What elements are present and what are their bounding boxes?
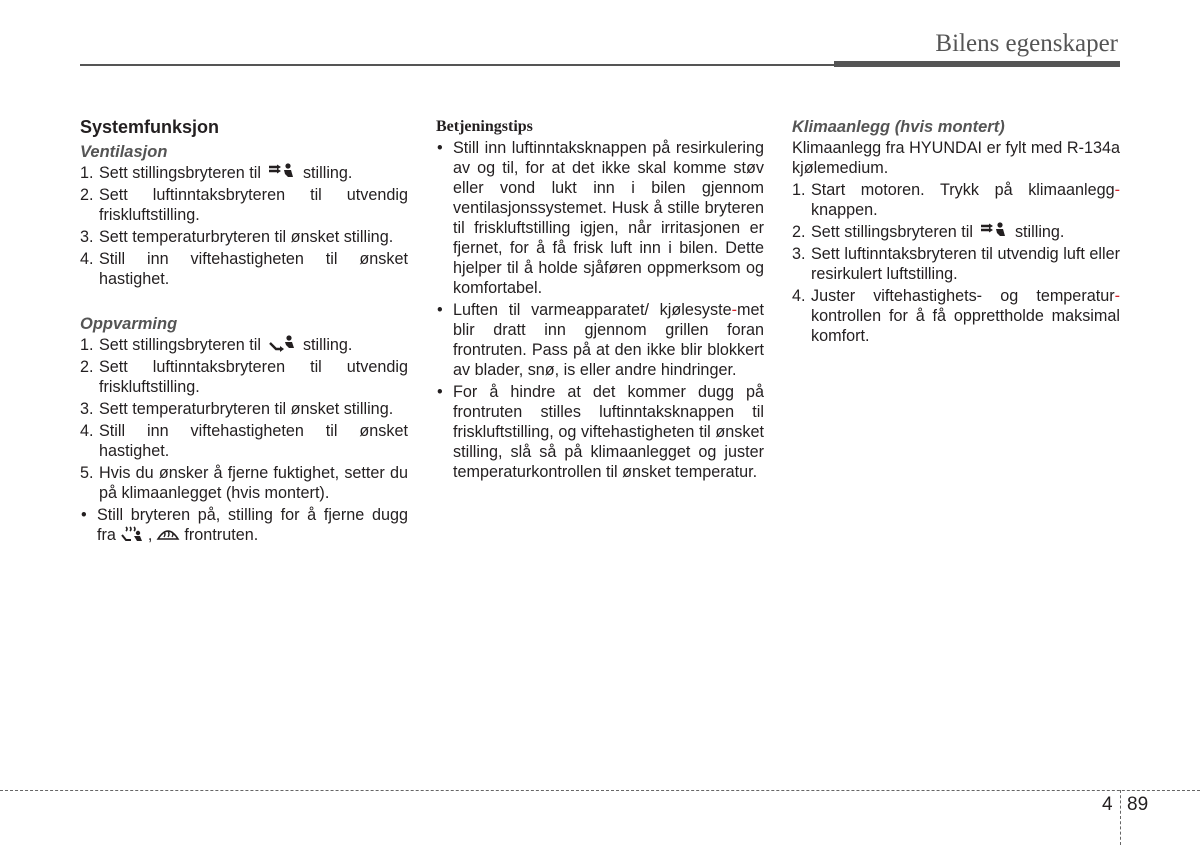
subheading-ventilation: Ventilasjon <box>80 143 168 161</box>
page-header-title: Bilens egenskaper <box>935 30 1118 57</box>
list-item <box>792 244 1120 284</box>
chapter-number: 4 <box>1102 794 1113 815</box>
step-text: Sett luftinntaksbryteren til utvendig friskluftstilling. <box>99 358 408 396</box>
step-text: Sett temperaturbryteren til ønsket stilling. <box>99 228 394 246</box>
list-item <box>80 357 408 397</box>
heating-steps <box>80 335 408 503</box>
hyphen: - <box>1114 181 1120 199</box>
step-number: 3. <box>80 228 94 246</box>
list-item <box>80 335 408 355</box>
list-item <box>80 399 408 419</box>
defrost-icon <box>156 525 180 543</box>
step-text: Start motoren. Trykk på klimaanlegg <box>811 181 1115 199</box>
bullet-text: Still inn luftinntaksknappen på resirkulering av og til, for at det ikke skal komme støv eller vond lukt inn i bilen gjennom ventilasjonssystemet. Husk å stille bryteren til friskluftstilling igjen, når irritasjonen er fjernet, for å få frisk luft inn i bilen. Dette hjelper til å holde sjåføren oppmerksom og komfortabel. <box>453 139 764 297</box>
column-operating-tips <box>436 115 764 484</box>
section-heading-operating-tips: Betjeningstips <box>436 118 533 135</box>
list-item <box>80 421 408 461</box>
step-number: 4. <box>80 250 94 268</box>
footer-dashed-divider <box>1120 790 1121 845</box>
tips-bullets <box>436 138 764 482</box>
step-number: 2. <box>80 186 94 204</box>
column-system-function <box>80 115 408 547</box>
step-number: 4. <box>792 287 806 305</box>
hyphen: - <box>731 301 737 319</box>
page-number: 89 <box>1127 794 1149 815</box>
step-text: stilling. <box>302 336 353 354</box>
ac-intro: Klimaanlegg fra HYUNDAI er fylt med R-134a kjølemedium. <box>792 139 1120 177</box>
step-text: Still inn viftehastigheten til ønsket hastighet. <box>99 422 408 460</box>
bullet-text: For å hindre at det kommer dugg på frontruten stilles luftinntaksknappen til friskluftstilling, og viftehastigheten til ønsket stilling, slå så på klimaanlegget og juster temperaturkontrollen til ønsket temperatur. <box>453 383 764 481</box>
subheading-heating: Oppvarming <box>80 315 178 333</box>
step-number: 2. <box>792 223 806 241</box>
step-number: 1. <box>80 164 94 182</box>
step-text: stilling. <box>302 164 353 182</box>
column-air-conditioning <box>792 115 1120 348</box>
bullet-text: Still bryteren på, stilling for å fjerne dugg fra <box>97 506 408 544</box>
ventilation-steps <box>80 163 408 289</box>
subheading-air-conditioning: Klimaanlegg (hvis montert) <box>792 118 1005 136</box>
footer-dashed-rule <box>0 790 1200 791</box>
step-text: Sett temperaturbryteren til ønsket stilling. <box>99 400 394 418</box>
list-item <box>80 249 408 289</box>
list-item <box>80 227 408 247</box>
list-item <box>792 222 1120 242</box>
header-rule-thick <box>834 61 1120 67</box>
list-item <box>792 286 1120 346</box>
step-text: stilling. <box>1014 223 1065 241</box>
list-item <box>80 463 408 503</box>
floor-vent-icon <box>267 335 297 353</box>
heating-bullets <box>80 505 408 545</box>
list-item <box>436 382 764 482</box>
list-item <box>792 180 1120 220</box>
step-text: Sett stillingsbryteren til <box>99 336 261 354</box>
face-vent-icon <box>979 222 1009 240</box>
step-text: kontrollen for å få opprettholde maksimal komfort. <box>811 307 1120 345</box>
bullet-text: , <box>147 526 153 544</box>
step-number: 1. <box>80 336 94 354</box>
step-text: Sett stillingsbryteren til <box>99 164 261 182</box>
step-number: 1. <box>792 181 806 199</box>
step-number: 5. <box>80 464 94 482</box>
face-vent-icon <box>267 163 297 181</box>
step-number: 3. <box>80 400 94 418</box>
step-text: Juster viftehastighets- og temperatur <box>811 287 1115 305</box>
bullet-text: frontruten. <box>184 526 259 544</box>
bullet-text: met blir dratt inn gjennom grillen foran frontruten. Pass på at den ikke blir blokkert av blader, snø, is eller andre hindringer. <box>453 301 764 379</box>
list-item <box>436 300 764 380</box>
step-text: knappen. <box>811 201 878 219</box>
list-item <box>80 185 408 225</box>
list-item <box>80 505 408 545</box>
step-number: 3. <box>792 245 806 263</box>
bullet-text: Luften til varmeapparatet/ kjølesyste <box>453 301 732 319</box>
step-text: Sett luftinntaksbryteren til utvendig luft eller resirkulert luftstilling. <box>811 245 1120 283</box>
list-item <box>80 163 408 183</box>
hyphen: - <box>1114 287 1120 305</box>
ac-steps <box>792 180 1120 346</box>
step-text: Sett luftinntaksbryteren til utvendig friskluftstilling. <box>99 186 408 224</box>
list-item <box>436 138 764 298</box>
step-text: Hvis du ønsker å fjerne fuktighet, setter du på klimaanlegget (hvis montert). <box>99 464 408 502</box>
step-number: 4. <box>80 422 94 440</box>
step-number: 2. <box>80 358 94 376</box>
step-text: Sett stillingsbryteren til <box>811 223 973 241</box>
floor-defrost-icon <box>120 525 144 543</box>
section-heading-system-function: Systemfunksjon <box>80 117 220 137</box>
step-text: Still inn viftehastigheten til ønsket hastighet. <box>99 250 408 288</box>
